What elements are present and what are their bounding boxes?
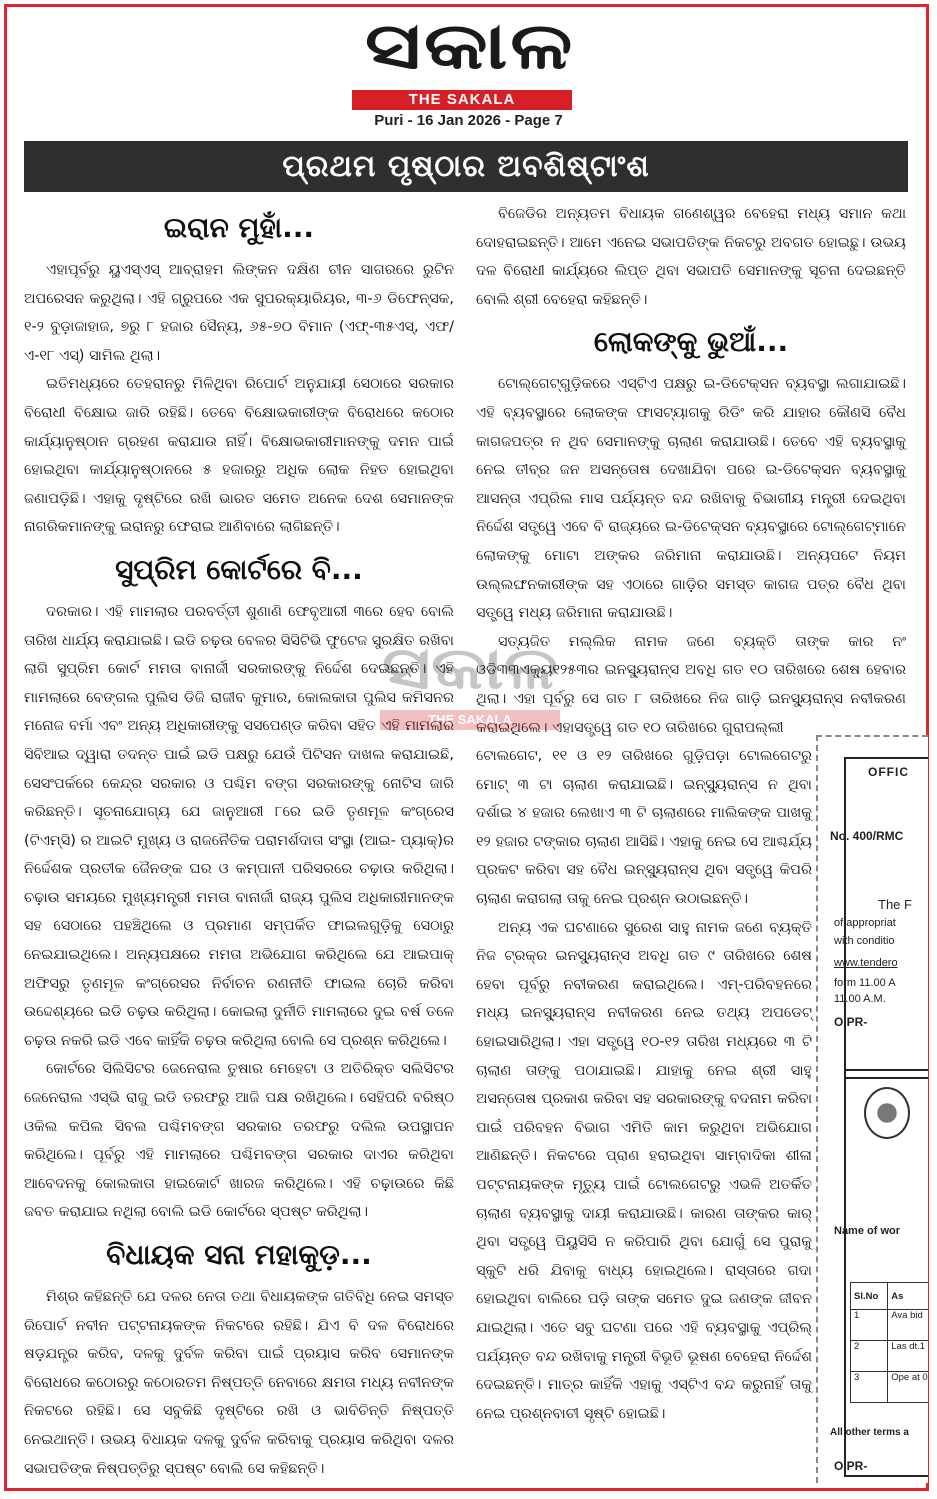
paragraph: ବିଜେଡିର ଅନ୍ୟତମ ବିଧାୟକ ଗଣେଶ୍ୱର ବେହେରା ମଧ୍ୟ ସମାନ କଥା ଦୋହରାଇଛନ୍ତି। ଆମେ ଏନେଇ ସଭାପତିଙ୍କ ନିକଟରୁ ଅବଗତ ହୋଇଛୁ। ଉଭୟ ଦଳ ବିରୋଧୀ କାର୍ଯ୍ୟରେ ଲିପ୍ତ ଥିବା ସଭାପତି ସେମାନଙ୍କୁ ସୂଚନା ଦେଇଛନ୍ତି ବୋଲି ଶ୍ରୀ ବେହେରା କହିଛନ୍ତି। [476,206,906,308]
headline-iran: ଇରାନ ମୁହାଁ... [163,211,315,244]
headline-people: ଲୋକଙ୍କୁ ଭୁଆଁ... [593,325,789,359]
paragraph: ମିଶ୍ର କହିଛନ୍ତି ଯେ ଦଳର ନେତା ତଥା ବିଧାୟକଙ୍କ ଗତିବିଧି ନେଇ ସମସ୍ତ ରିପୋର୍ଟ ନବୀନ ପଟ୍ଟନାୟକଙ୍କ ନିକଟରେ ରହିଛି। ଯିଏ ବି ଦଳ ବିରୋଧରେ ଷଡ଼ଯନ୍ତ୍ର କରିବ, ଦଳକୁ ଦୁର୍ବଳ କରିବା ପାଇଁ ପ୍ରୟାସ କରିବ ସେମାନଙ୍କ ବିରୋଧରେ କଠୋରରୁ କଠୋରତମ ନିଷ୍ପତ୍ତି ନେବାରେ କ୍ଷମତା ମଧ୍ୟ ନବୀନଙ୍କ ନିକଟରେ ରହିଛି। ସେ ସବୁକିଛି ଦୃଷ୍ଟିରେ ରଖି ଓ ଭାବିଚିନ୍ତି ନିଷ୍ପତ୍ତି ନେଇଥାନ୍ତି। ଉଭୟ ବିଧାୟକ ଦଳକୁ ଦୁର୍ବଳ କରିବାକୁ ପ୍ରୟାସ କରିଥିବା ଦଳର ସଭାପତିଙ୍କ ନିଷ୍ପତ୍ତିରୁ ସ୍ପଷ୍ଟ ବୋଲି ସେ କହିଛନ୍ତି। [24,1289,454,1477]
ad-oipr-code: OIPR- [834,1459,868,1473]
masthead [0,6,937,129]
paragraph: ଏହାପୂର୍ବରୁ ୟୁଏସ୍ଏସ୍ ଆବ୍ରାହମ ଲିଙ୍କନ ଦକ୍ଷିଣ ଚୀନ ସାଗରରେ ରୁଟିନ ଅପରେସନ କରୁଥିଲା। ଏହି ଗ୍ରୁପରେ ଏକ ସୁପରକ୍ୟାରିୟର, ୩-୬ ଡିଫେନ୍ସକ, ୧-୨ ବୁଡ଼ାଜାହାଜ, ୭ରୁ ୮ ହଜାର ସୈନ୍ୟ, ୬୫-୭୦ ବିମାନ (ଏଫ୍-୩୫ଏସ୍, ଏଫ/ଏ-୧୮ ଏସ୍) ସାମିଲ ଥିଲା। [24,262,454,364]
paragraph: କୋର୍ଟରେ ସିଲିସିଟର ଜେନେରାଲ ତୁଷାର ମେହେଟା ଓ ଅତିରିକ୍ତ ସଲିସିଟର ଜେନେରାଲ ଏସ୍ଭି ରାଜୁ ଇଡି ତରଫରୁ ଆଜି ପକ୍ଷ ରଖିଥିଲେ। ସେହିପରି ବରିଷ୍ଠ ଓକିଲ କପିଲ ସିବଲ ପଶ୍ଚିମବଙ୍ଗ ସରକାର ତରଫରୁ ଦଲିଲ ଉପସ୍ଥାପନ କରିଥିଲେ। ପୂର୍ବରୁ ଏହି ମାମଲାରେ ପଶ୍ଚିମବଙ୍ଗ ସରକାର ଦାଏର କରିଥିବା ଆବେଦନକୁ କୋଲକାତା ହାଇକୋର୍ଟ ଖାରଜ କରିଥିଲେ। ଏହି ଚଢ଼ାଉରେ କିଛି ଜବତ କରାଯାଇ ନଥିଲା ବୋଲି ଇଡି କୋର୍ଟରେ ସ୍ପଷ୍ଟ କରିଥିଲା। [24,1061,454,1221]
paragraph: ଟୋଲ୍ଗେଟ୍ଗୁଡ଼ିକରେ ଏସ୍ଟିଏ ପକ୍ଷରୁ ଇ-ଡିଟେକ୍ସନ ବ୍ୟବସ୍ଥା ଲଗାଯାଇଛି। ଏହି ବ୍ୟବସ୍ଥାରେ ଲୋକଙ୍କ ଫାସଟ୍ୟାଗକୁ ରିଡିଂ କରି ଯାହାର କୌଣସି ବୈଧ କାଗଜପତ୍ର ନ ଥିବ ସେମାନଙ୍କୁ ଚାଲାଣ କରାଯାଉଛି। ତେବେ ଏହି ବ୍ୟବସ୍ଥାକୁ ନେଇ ତୀବ୍ର ଜନ ଅସନ୍ତୋଷ ଦେଖାଯିବା ପରେ ଇ-ଡିଟେକ୍ସନ ବ୍ୟବସ୍ଥାକୁ ଆସନ୍ତା ଏପ୍ରିଲ ମାସ ପର୍ଯ୍ୟନ୍ତ ବନ୍ଦ ରଖିବାକୁ ବିଭାଗୀୟ ମନ୍ତ୍ରୀ ଦେଇଥିବା ନିର୍ଦ୍ଦେଶ ସତ୍ତ୍ୱେ ଏବେ ବି ରାଜ୍ୟରେ ଇ-ଡିଟେକ୍ସନ ବ୍ୟବସ୍ଥାରେ ଟୋଲ୍ଗେଟ୍ମାନେ ଲୋକଙ୍କୁ ମୋଟା ଅଙ୍କର ଜରିମାନା କରାଯାଉଛି। ଅନ୍ୟପଟେ ନିୟମ ଉଲ୍ଲଙ୍ଘନକାରୀଙ୍କ ସହ ଏଠାରେ ଗାଡ଼ିର ସମସ୍ତ କାଗଜ ପତ୍ର ବୈଧ ଥିବା ସତ୍ତ୍ୱେ ମଧ୍ୟ ଜରିମାନା କରାଯାଉଛି। [476,376,906,622]
ad-text-line: 11.00 A.M. [834,993,886,1005]
paragraph: ଇତିମଧ୍ୟରେ ତେହରାନରୁ ମିଳିଥିବା ରିପୋର୍ଟ ଅନୁଯାୟୀ ସେଠାରେ ସରକାର ବିରୋଧୀ ବିକ୍ଷୋଭ ଜାରି ରହିଛି। ତେବେ ବିକ୍ଷୋଭକାରୀଙ୍କ ବିରୋଧରେ କଠୋର କାର୍ଯ୍ୟାନୁଷ୍ଠାନ ଗ୍ରହଣ କରାଯାଉ ନାହିଁ। ବିକ୍ଷୋଭକାରୀମାନଙ୍କୁ ଦମନ ପାଇଁ ହୋଇଥିବା କାର୍ଯ୍ୟାନୁଷ୍ଠାନରେ ୫ ହଜାରରୁ ଅଧିକ ଲୋକ ନିହତ ହୋଇଥିବା ଜଣାପଡ଼ିଛି। ଏହାକୁ ଦୃଷ୍ଟିରେ ରଖି ଭାରତ ସମେତ ଅନେକ ଦେଶ ସେମାନଙ୍କ ନାଗରିକମାନଙ୍କୁ ଇରାନରୁ ଫେରାଇ ଆଣିବାରେ ଲାଗିଛନ୍ତି। [24,376,454,536]
paragraph: ଅନ୍ୟ ଏକ ଘଟଣାରେ ସୁରେଶ ସାହୁ ନାମକ ଜଣେ ବ୍ୟକ୍ତି ନିଜ ଟ୍ରକ୍ର ଇନସ୍ୟୁରାନ୍ସ ଅବଧି ଗତ ୯ ତାରିଖରେ ଶେଷ ହେବା ପୂର୍ବରୁ ନବୀକରଣ କରାଇଥିଲେ। ଏମ୍-ପରିବହନରେ ମଧ୍ୟ ଇନସ୍ୟୁରାନ୍ସ ନବୀକରଣ ନେଇ ତଥ୍ୟ ଅପଡେଟ୍ ହୋଇସାରିଥିଲା। ଏହା ସତ୍ତ୍ୱେ ୧୦-୧୨ ତାରିଖ ମଧ୍ୟରେ ୩ ଟି ଚାଲାଣ ତାଙ୍କୁ ପଠାଯାଇଛି। ଯାହାକୁ ନେଇ ଶ୍ରୀ ସାହୁ ଅସନ୍ତୋଷ ପ୍ରକାଶ କରିବା ସହ ସରକାରଙ୍କୁ ବଦନାମ କରିବା ପାଇଁ ପରିବହନ ବିଭାଗ ଏମିତି କାମ କରୁଥିବା ଅଭିଯୋଗ ଆଣିଛନ୍ତି। ନିକଟରେ ପ୍ରାଣ ହରାଇଥିବା ସାମ୍ବାଦିକା ଶୀଳା ପଟ୍ଟନାୟକଙ୍କ ମୃତ୍ୟୁ ପାଇଁ ଟୋଲଗେଟରୁ ଏଭଳି ଅତର୍କିତ ଚାଲାଣ ବ୍ୟବସ୍ଥାକୁ ଦାୟୀ କରାଯାଉଛି। କାରଣ ତାଙ୍କର କାର୍ ଥିବା ସତ୍ତ୍ୱେ ପିୟୁସିସି ନ କରିପାରି ଥିବା ଯୋଗୁଁ ସେ ପୁରାକୁ ସ୍କୁଟି ଧରି ଯିବାକୁ ବାଧ୍ୟ ହୋଇଥିଲେ। ରାସ୍ତାରେ ଗଦା ହୋଇଥିବା ବାଲିରେ ପଡ଼ି ତାଙ୍କ ସମେତ ଦୁଇ ଜଣଙ୍କ ଜୀବନ ଯାଇଥିଲା। ଏତେ ସବୁ ଘଟଣା ପରେ ଏହି ବ୍ୟବସ୍ଥାକୁ ଏପ୍ରିଲ୍ ପର୍ଯ୍ୟନ୍ତ ବନ୍ଦ ରଖିବାକୁ ମନ୍ତ୍ରୀ ବିଭୂତି ଭୂଷଣ ବେହେରା ନିର୍ଦ୍ଦେଶ ଦେଇଛନ୍ତି। ମାତ୍ର କାହିଁକି ଏହାକୁ ଏସ୍ଟିଏ ବନ୍ଦ କରୁନାହିଁ ତାକୁ ନେଇ ପ୍ରଶ୍ନବାଚୀ ସୃଷ୍ଟି ହୋଇଛି। [476,919,812,1422]
table-row [851,1283,929,1310]
table-header-cell: As [888,1283,928,1310]
table-cell: 2 [851,1341,888,1372]
dateline: Puri - 16 Jan 2026 - Page 7 [374,112,563,129]
ad-notice-number: No. 400/RMC [830,829,904,843]
table-cell: Ava bid [888,1310,928,1341]
table-cell: Las dt.1 [888,1341,928,1372]
headline-supreme-court: ସୁପ୍ରିମ କୋର୍ଟରେ ବି... [115,552,363,586]
watermark-band: THE SAKALA [380,710,560,730]
table-cell: 3 [851,1372,888,1403]
headline-mla: ବିଧାୟକ ସନା ମହାକୁଡ଼... [106,1238,372,1271]
paragraph: ଟୋଲଗେଟ, ୧୧ ଓ ୧୨ ତାରିଖରେ ଗୁଡ଼ିପଡ଼ା ଟୋଲଗେଟରୁ ମୋଟ୍ ୩ ଟା ଚାଲାଣ କରାଯାଇଛି। ଇନ୍ସ୍ୟୁରାନ୍ସ ନ ଥିବା ଦର୍ଶାଇ ୪ ହଜାର ଲେଖାଏ ୩ ଟି ଚାଲାଣରେ ମାଲିକଙ୍କ ପାଖକୁ ୧୨ ହଜାର ଟଙ୍କାର ଚାଲାଣ ଆସିଛି। ଏହାକୁ ନେଇ ସେ ଆଶ୍ଚର୍ଯ୍ୟ ପ୍ରକଟ କରିବା ସହ ବୈଧ ଇନ୍ସ୍ୟୁରାନ୍ସ ଥିବା ସତ୍ତ୍ୱେ କିପରି ଚାଲାଣ କରାଗଲା ତାକୁ ନେଇ ପ୍ରଶ୍ନ ଉଠାଇଛନ୍ତି। [476,748,812,908]
watermark-logo: ସକାଳ [381,634,559,702]
ad-text-line: of appropriat [834,917,896,929]
table-row [851,1372,929,1403]
left-column [24,200,454,1483]
ad-table [850,1282,928,1403]
table-row [851,1341,929,1372]
ad-oipr-code: OIPR- [834,1015,868,1029]
ad-office-title: OFFIC [868,765,909,779]
tender-advertisement [816,735,928,1483]
table-row [851,1310,929,1341]
ad-name-of-work: Name of wor [834,1225,901,1237]
paragraph: ସତ୍ୟଜିତ ମଲ୍ଲିକ ନାମକ ଜଣେ ବ୍ୟକ୍ତି ତାଙ୍କ କାର ନଂ ଓଡି୩୩ଏକ୍ୟୁ୧୨୫୩ର ଇନସ୍ୟୁରାନ୍ସ ଅବଧି ଗତ ୧୦ ତାରିଖରେ ଶେଷ ହେବାର ଥିଲା। ଏହା ପୂର୍ବରୁ ସେ ଗତ ୮ ତାରିଖରେ ନିଜ ଗାଡ଼ି ଇନସ୍ୟୁରାନ୍ସ ନବୀକରଣ କରାଇଥିଲେ। ଏହାସତ୍ତ୍ୱେ ଗତ ୧୦ ତାରିଖରେ ଗୁରାପଲ୍ଲୀ [476,633,906,736]
table-header-cell: Sl.No [851,1283,888,1310]
narrow-text-block [476,742,812,1428]
paragraph: ଦରକାର। ଏହି ମାମଲାର ପରବର୍ତ୍ତୀ ଶୁଣାଣି ଫେବୃଆରୀ ୩ରେ ହେବ ବୋଲି ତାରିଖ ଧାର୍ଯ୍ୟ କରାଯାଇଛି। ଇଡି ଚଢ଼ଉ ବେଳର ସିସିଟିଭି ଫୁଟେଜ ସୁରକ୍ଷିତ ରଖିବା ଲାଗି ସୁପ୍ରିମ କୋର୍ଟ ମମତା ବାନାର୍ଜୀ ସରକାରଙ୍କୁ ନିର୍ଦ୍ଦେଶ ଦେଇଛନ୍ତି। ଏହି ମାମଲାରେ ବେଙ୍ଗଲ ପୁଲିସ ଡିଜି ରାଜୀବ କୁମାର, କୋଲକାତା ପୁଲିସ କମିସନର ମନୋଜ ବର୍ମା ଏବଂ ଅନ୍ୟ ଅଧିକାରୀଙ୍କୁ ସସପେଣ୍ଡ କରିବା ସହିତ ଏହି ମାମଲାର ସିବିଆଇ ଦ୍ୱାରା ତଦନ୍ତ ପାଇଁ ଇଡି ପକ୍ଷରୁ ଯେଉଁ ପିଟିସନ ଦାଖଲ କରାଯାଇଛି, ସେସଂପର୍କରେ କେନ୍ଦ୍ର ସରକାର ଓ ପଶ୍ଚିମ ବଙ୍ଗ ସରକାରଙ୍କୁ ନୋଟିସ ଜାରି କରିଛନ୍ତି। ସୂଚନାଯୋଗ୍ୟ ଯେ ଜାନୁଆରୀ ୮ରେ ଇଡି ତୃଣମୂଳ କଂଗ୍ରେସ (ଟିଏମ୍ସି) ର ଆଇଟି ମୁଖ୍ୟ ଓ ରାଜନୈତିକ ପରାମର୍ଶଦାତା ସଂସ୍ଥା (ଆଇ- ପ୍ୟାକ୍)ର ନିର୍ଦ୍ଦେଶକ ପ୍ରତୀକ ଜୈନଙ୍କ ଘର ଓ କମ୍ପାନୀ ପରିସରରେ ଚଢ଼ାଉ କରିଥିଲା। ଚଢ଼ାଉ ସମୟରେ ମୁଖ୍ୟମନ୍ତ୍ରୀ ମମତା ବାନାର୍ଜୀ ରାଜ୍ୟ ପୁଲିସ ଅଧିକାରୀମାନଙ୍କ ସହ ସେଠାରେ ପହଞ୍ଚିଥିଲେ ଓ ପ୍ରମାଣ ସମ୍ପର୍କିତ ଫାଇଲଗୁଡ଼ିକୁ ସେଠାରୁ ନେଇଯାଇଥିଲେ। ଅନ୍ୟପକ୍ଷରେ ମମତା ଅଭିଯୋଗ କରିଥିଲେ ଯେ ଆଇପାକ୍ ଅଫିସରୁ ତୃଣମୂଳ କଂଗ୍ରେସର ନିର୍ବାଚନ ରଣନୀତି ଫାଇଲ ଚୋରି କରିବା ଉଦ୍ଦେଶ୍ୟରେ ଇଡି ଚଢ଼ଉ କରିଥିଲା। କୋଇଲା ଦୁର୍ନୀତି ମାମଲାରେ ଦୁଇ ବର୍ଷ ତଳେ ଚଢ଼ଉ ନକରି ଇଡି ଏବେ କାହିଁକି ଚଢ଼ଉ କରିଥିଲା ବୋଲି ସେ ପ୍ରଶ୍ନ କରିଥିଲେ। [24,603,454,1049]
ad-text-line: with conditio [834,935,895,947]
government-emblem-icon [864,1087,910,1139]
ad-text-line: The F [878,897,912,912]
logo-band: THE SAKALA [352,90,572,110]
section-banner: ପ୍ରଥମ ପୃଷ୍ଠାର ଅବଶିଷ୍ଟାଂଶ [24,141,908,192]
newspaper-logo: ସକାଳ [364,10,576,84]
table-cell: Ope at 0 [888,1372,928,1403]
table-cell: 1 [851,1310,888,1341]
ad-text-line: form 11.00 A [834,977,896,989]
ad-terms: All other terms a [830,1427,909,1438]
ad-website-link: www.tendero [834,957,898,969]
